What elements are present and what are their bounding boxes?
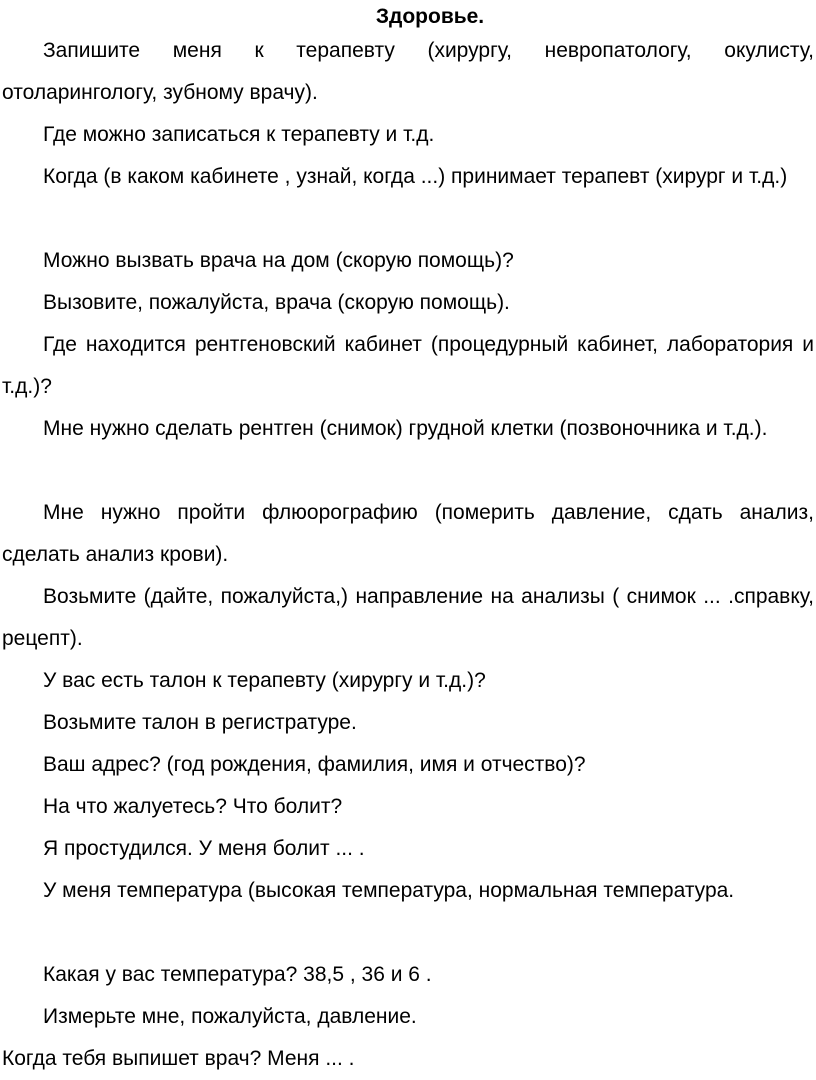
paragraph-17: Измерьте мне, пожалуйста, давление.: [43, 1005, 417, 1028]
paragraph-10: У вас есть талон к терапевту (хирургу и т.д.)?: [43, 669, 486, 692]
paragraph-3: Когда (в каком кабинете , узнай, когда ...) принимает терапевт (хирург и т.д.): [43, 165, 788, 188]
paragraph-9: Возьмите (дайте, пожалуйста,) направление на анализы ( снимок ... .справку, рецепт).: [2, 585, 814, 650]
paragraph-16: Какая у вас температура? 38,5 , 36 и 6 .: [43, 963, 432, 986]
paragraph-5: Вызовите, пожалуйста, врача (скорую помощь).: [43, 291, 510, 314]
paragraph-1: Запишите меня к терапевту (хирургу, невропатологу, окулисту, отоларингологу, зубному врачу).: [2, 39, 814, 104]
paragraph-14: Я простудился. У меня болит ... .: [43, 837, 365, 860]
paragraph-13: На что жалуетесь? Что болит?: [43, 795, 343, 818]
paragraph-11: Возьмите талон в регистратуре.: [43, 711, 357, 734]
document-title: Здоровье.: [375, 5, 485, 28]
paragraph-18: Когда тебя выпишет врач? Меня ... .: [2, 1047, 355, 1070]
paragraph-8: Мне нужно пройти флюорографию (померить давление, сдать анализ, сделать анализ крови).: [2, 501, 814, 566]
paragraph-7: Мне нужно сделать рентген (снимок) грудной клетки (позвоночника и т.д.).: [43, 417, 768, 440]
paragraph-6: Где находится рентгеновский кабинет (процедурный кабинет, лаборатория и т.д.)?: [2, 333, 814, 398]
paragraph-4: Можно вызвать врача на дом (скорую помощь)?: [43, 249, 514, 272]
paragraph-12: Ваш адрес? (год рождения, фамилия, имя и отчество)?: [43, 753, 586, 776]
paragraph-15: У меня температура (высокая температура, нормальная температура.: [43, 879, 735, 902]
paragraph-2: Где можно записаться к терапевту и т.д.: [43, 123, 435, 146]
